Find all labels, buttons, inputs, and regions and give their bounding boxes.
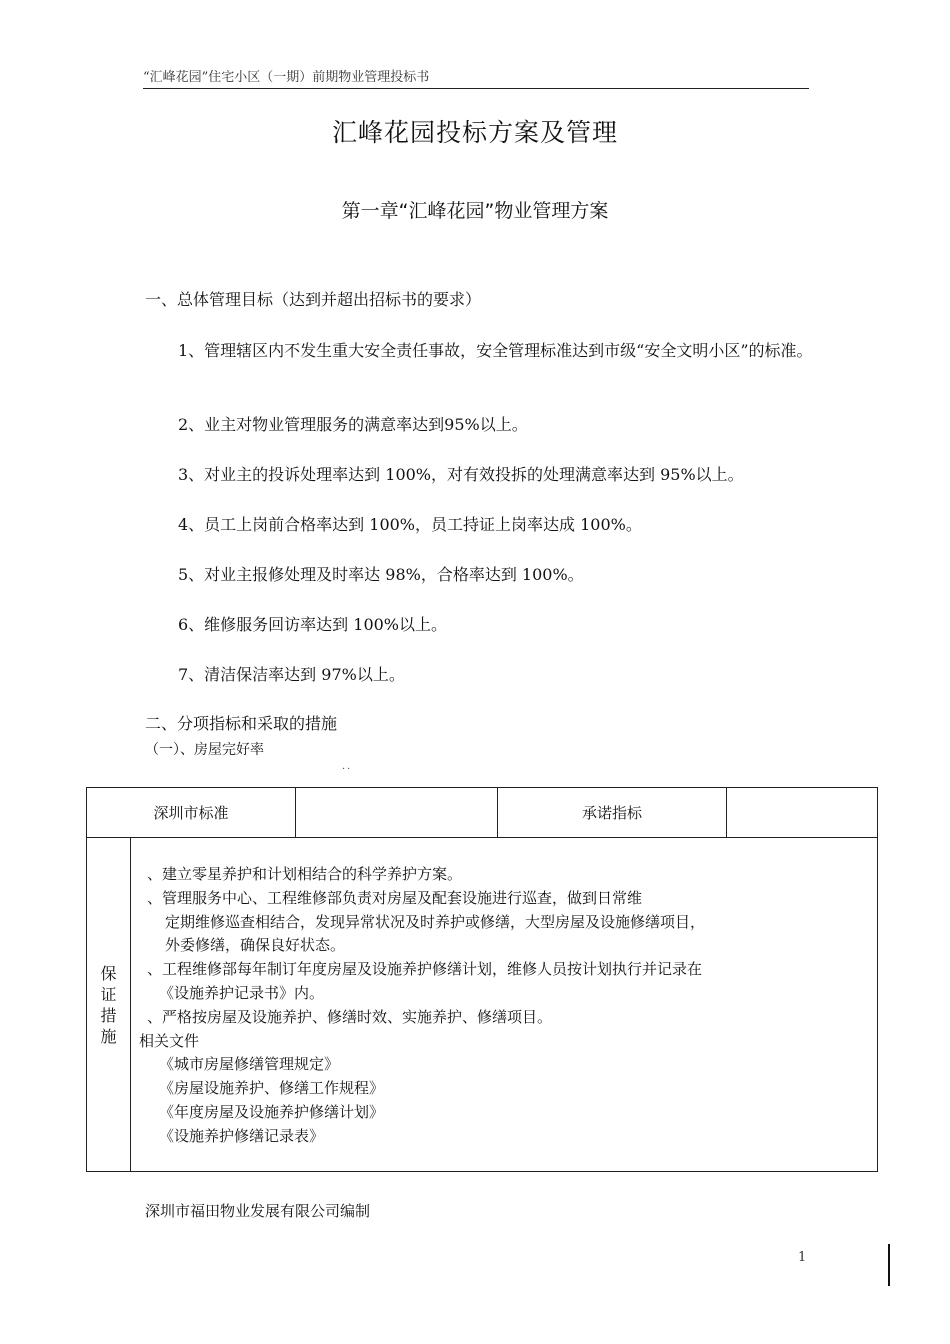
related-doc-item: 《城市房屋修缮管理规定》 (159, 1055, 340, 1074)
shenzhen-standard-header: 深圳市标准 (87, 788, 296, 838)
goal-item-5: 5、对业主报修处理及时率达 98%，合格率达到 100%。 (178, 565, 584, 584)
related-docs-heading: 相关文件 (139, 1031, 200, 1050)
commitment-header: 承诺指标 (498, 788, 727, 838)
goal-item-6: 6、维修服务回访率达到 100%以上。 (178, 615, 448, 634)
measures-row (87, 838, 878, 1172)
footer-organization: 深圳市福田物业发展有限公司编制 (145, 1202, 371, 1220)
measure-line: 外委修缮，确保良好状态。 (165, 936, 346, 955)
commitment-value (727, 788, 878, 838)
page-number: 1 (798, 1250, 807, 1265)
document-title: 汇峰花园投标方案及管理 (331, 118, 618, 147)
measure-line: 、管理服务中心、工程维修部负责对房屋及配套设施进行巡查，做到日常维 (147, 888, 643, 907)
shenzhen-standard-value (296, 788, 498, 838)
guarantee-measures-label-cell (87, 838, 131, 1172)
related-doc-item: 《设施养护修缮记录表》 (159, 1126, 325, 1145)
table-header-row (87, 788, 878, 838)
goal-item-3: 3、对业主的投诉处理率达到 100%，对有效投拆的处理满意率达到 95%以上。 (178, 465, 744, 484)
goal-item-2: 2、业主对物业管理服务的满意率达到95%以上。 (178, 415, 528, 434)
measure-line: 、建立零星养护和计划相结合的科学养护方案。 (147, 865, 463, 883)
measures-cell (131, 838, 878, 1172)
measure-line: 《设施养护记录书》内。 (159, 983, 325, 1002)
section-2-heading: 二、分项指标和采取的措施 (145, 714, 338, 733)
running-header: “汇峰花园”住宅小区（一期）前期物业管理投标书 (143, 70, 809, 89)
measure-line: 定期维修巡查相结合，发现异常状况及时养护或修缮，大型房屋及设施修缮项目， (165, 912, 706, 931)
goal-item-7: 7、清洁保洁率达到 97%以上。 (178, 665, 405, 684)
section-1-heading: 一、总体管理目标（达到并超出招标书的要求） (145, 290, 482, 309)
subsection-heading: （一）、房屋完好率 (145, 742, 264, 758)
guarantee-measures-label: 保证措施 (100, 963, 117, 1046)
stray-marks: ．． (342, 761, 357, 772)
goal-item-4: 4、员工上岗前合格率达到 100%，员工持证上岗率达成 100%。 (178, 515, 642, 534)
measure-line: 、严格按房屋及设施养护、修缮时效、实施养护、修缮项目。 (147, 1007, 553, 1026)
page-edge-mark (888, 1244, 890, 1286)
chapter-title: 第一章“汇峰花园”物业管理方案 (341, 200, 609, 222)
goal-item-1: 1、管理辖区内不发生重大安全责任事故，安全管理标准达到市级“安全文明小区”的标准。 (178, 341, 813, 360)
related-doc-item: 《年度房屋及设施养护修缮计划》 (159, 1102, 385, 1121)
standards-table (86, 787, 878, 1172)
measure-line: 、工程维修部每年制订年度房屋及设施养护修缮计划，维修人员按计划执行并记录在 (147, 960, 703, 979)
related-doc-item: 《房屋设施养护、修缮工作规程》 (159, 1079, 385, 1098)
